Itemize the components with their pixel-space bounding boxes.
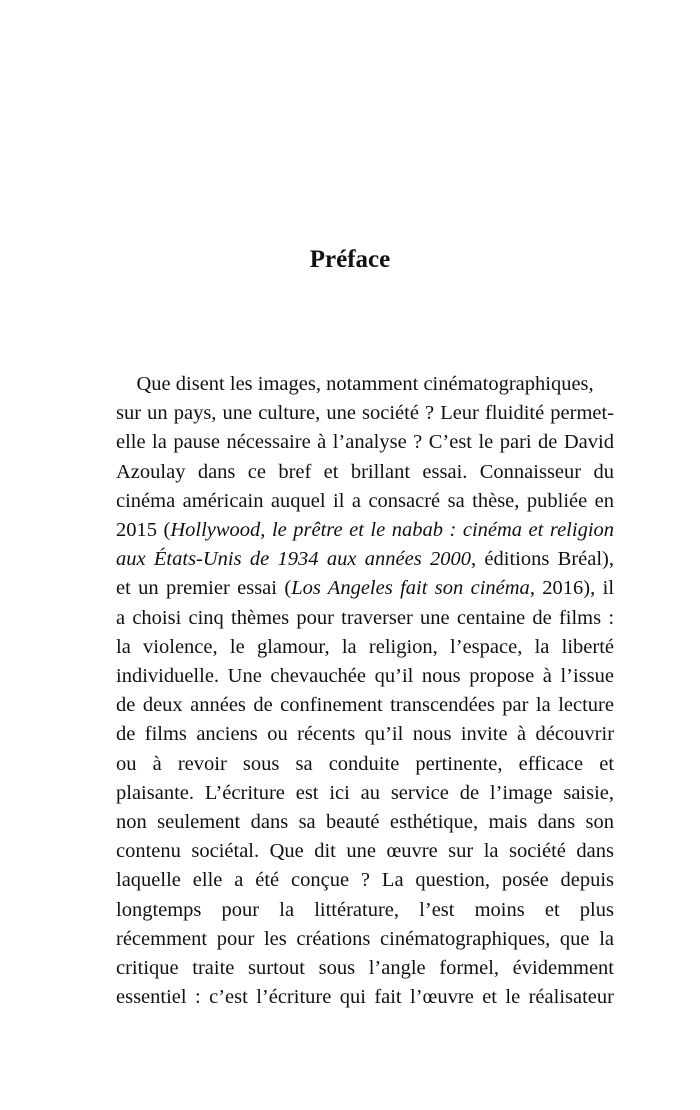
text-line: Azoulay dans ce bref et brillant essai. Connaisseur du — [116, 460, 614, 483]
text-line: laquelle elle a été conçue ? La question, posée depuis — [116, 869, 614, 892]
text-line: individuelle. Une chevauchée qu’il nous propose à l’issue — [116, 665, 615, 688]
text-line: ou à revoir sous sa conduite pertinente, efficace et — [116, 752, 615, 775]
text-line: sur un pays, une culture, une société ? Leur fluidité permet- — [116, 402, 615, 425]
preface-body — [116, 370, 614, 1012]
text-line: aux États-Unis de 1934 aux années 2000, éditions Bréal), — [116, 548, 614, 571]
page-title: Préface — [309, 246, 391, 273]
text-line: Que disent les images, notamment cinématographiques, — [116, 373, 594, 395]
text-line: cinéma américain auquel il a consacré sa thèse, publiée en — [116, 489, 615, 512]
text-line: contenu sociétal. Que dit une œuvre sur la société dans — [116, 840, 614, 863]
text-line: la violence, le glamour, la religion, l’espace, la liberté — [116, 635, 615, 658]
text-line: essentiel : c’est l’écriture qui fait l’œuvre et le réalisateur — [116, 986, 614, 1009]
text-line: 2015 (Hollywood, le prêtre et le nabab : cinéma et religion — [116, 519, 615, 542]
text-line: de deux années de confinement transcendées par la lecture — [116, 694, 614, 717]
text-line: plaisante. L’écriture est ici au service de l’image saisie, — [116, 781, 615, 804]
text-line: non seulement dans sa beauté esthétique, mais dans son — [116, 811, 615, 834]
text-line: critique traite surtout sous l’angle formel, évidemment — [116, 957, 615, 980]
text-line: et un premier essai (Los Angeles fait son cinéma, 2016), il — [116, 577, 615, 600]
text-line: elle la pause nécessaire à l’analyse ? C’est le pari de David — [116, 431, 614, 454]
text-line: récemment pour les créations cinématographiques, que la — [116, 927, 614, 950]
text-line: de films anciens ou récents qu’il nous invite à découvrir — [116, 723, 615, 746]
text-line: longtemps pour la littérature, l’est moins et plus — [116, 898, 614, 921]
text-line: a choisi cinq thèmes pour traverser une centaine de films : — [116, 606, 615, 629]
